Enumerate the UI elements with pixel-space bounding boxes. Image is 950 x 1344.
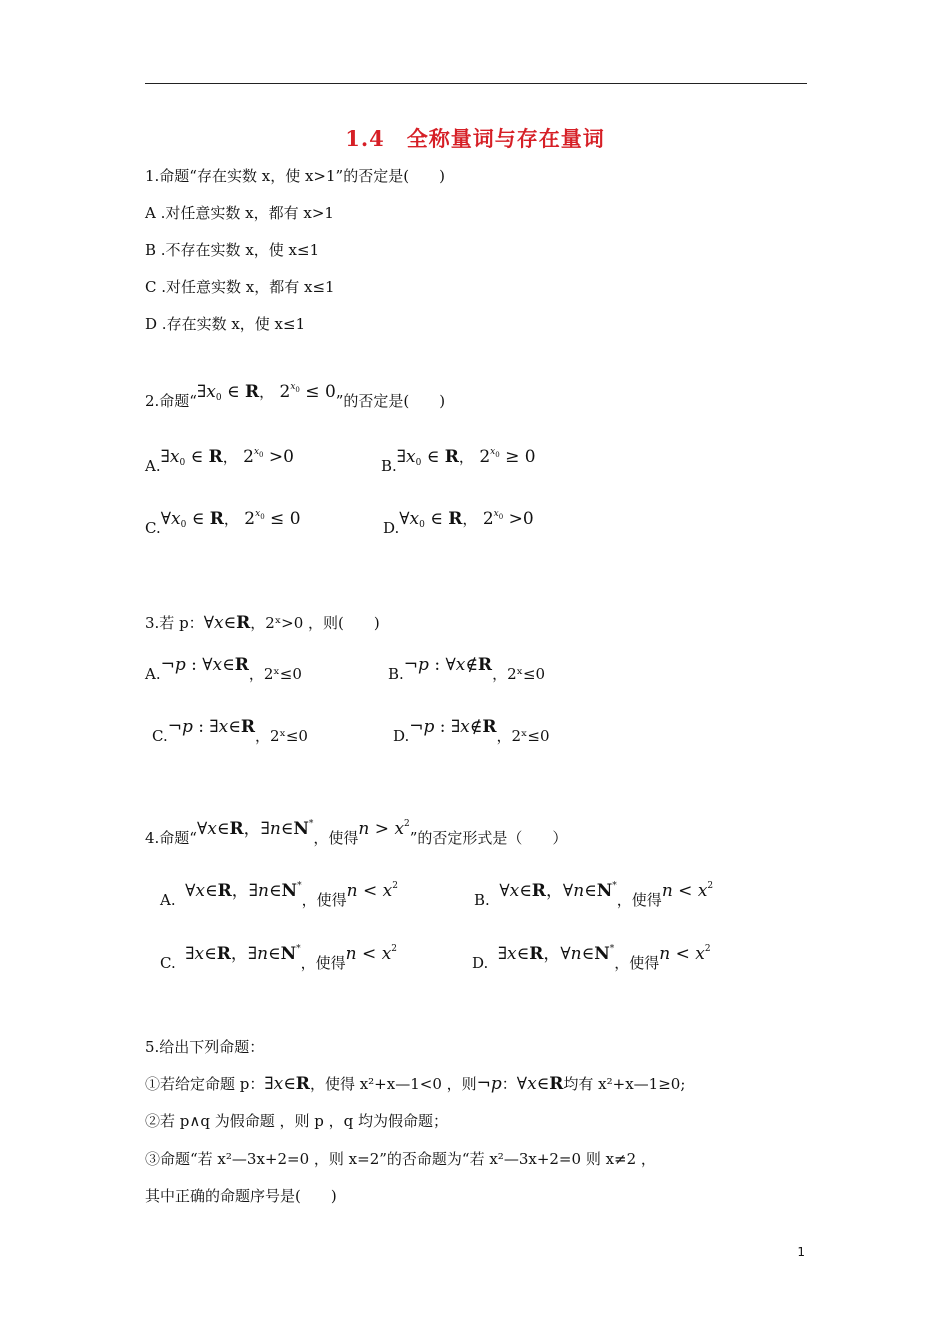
q1-stem: 1.命题“存在实数 x，使 x>1”的否定是( ) [145,167,445,185]
q3-option-b: B.¬p : ∀x∉R，2ˣ≤0 [388,655,546,683]
q2-option-b-formula: $\exists x_0$ ∈ R， $2^{x_0} \ge 0$ [396,447,536,468]
q5-statement-2: ②若 p∧q 为假命题 ，则 p ，q 均为假命题； [145,1112,448,1130]
q4-option-c-formula: ∃x∈R，∃n∈N* [185,944,301,964]
q4-option-a: A. ∀x∈R，∃n∈N*，使得$n < x^2$ [160,881,398,909]
q2-formula: $\exists x_0$ ∈ R， $2^{x_0} \le 0$ [196,382,336,403]
section-title: 1.4 全称量词与存在量词 [345,126,605,151]
q2-option-c-formula: $\forall x_0$ ∈ R， $2^{x_0} \le 0$ [160,509,301,530]
q2-option-c: $C.\forall x_0$ ∈ R， $2^{x_0} \le 0$ [145,509,301,537]
q5-question: 其中正确的命题序号是( ) [145,1187,337,1205]
q3-formula: ∀x∈R [203,613,251,633]
q4-stem: 4.命题“∀x∈R，∃n∈N*，使得$n > x^2$”的否定形式是（ ） [145,819,568,847]
q3-option-a-formula: ¬p : ∀x∈R [160,655,249,675]
q2-option-d: $D.\forall x_0$ ∈ R， $2^{x_0} >0$ [383,509,534,537]
q5-stem: 5.给出下列命题： [145,1038,265,1056]
q4-option-b: B. ∀x∈R，∀n∈N*，使得$n < x^2$ [474,881,714,909]
q5-statement-3: ③命题“若 x²—3x+2=0 ，则 x=2”的否命题为“若 x²—3x+2=0 则 x≠2 ， [145,1150,656,1168]
q2-stem [145,382,446,412]
q4-formula-1: ∀x∈R，∃n∈N* [196,819,314,839]
q1-option-a: A .对任意实数 x，都有 x>1 [145,204,334,222]
q4-option-b-formula: ∀x∈R，∀n∈N* [499,881,617,901]
q3-option-b-formula: ¬p : ∀x∉R [403,655,493,675]
header-rule [145,83,807,84]
q2-option-d-formula: $\forall x_0$ ∈ R， $2^{x_0} >0$ [399,509,534,530]
q3-option-a: A.¬p : ∀x∈R，2ˣ≤0 [145,655,302,683]
q2-option-a-formula: $\exists x_0$ ∈ R， $2^{x_0} >0$ [160,447,294,468]
q2-option-a: $A.\exists x_0$ ∈ R， $2^{x_0} >0$ [145,447,294,475]
q3-option-d-formula: ¬p : ∃x∉R [409,717,497,737]
q3-option-d: D.¬p : ∃x∉R，2ˣ≤0 [393,717,550,745]
q3-option-c: C.¬p : ∃x∈R，2ˣ≤0 [152,717,308,745]
q1-option-c: C .对任意实数 x，都有 x≤1 [145,278,335,296]
q4-option-d: D. ∃x∈R，∀n∈N*，使得$n < x^2$ [472,944,711,972]
q4-formula-2: $n > x^2$ [358,819,410,839]
page-number: 1 [797,1245,805,1259]
q1-option-b: B .不存在实数 x，使 x≤1 [145,241,320,259]
q3-stem: 3.若 p：∀x∈R，2ˣ>0 ，则( ) [145,613,380,633]
q2-option-b: $B.\exists x_0$ ∈ R， $2^{x_0} \ge 0$ [381,447,536,475]
q1-option-d: D .存在实数 x，使 x≤1 [145,315,306,333]
q5-statement-1: ①若给定命题 p：∃x∈R，使得 x²+x—1<0 ，则¬p：∀x∈R均有 x²+x—1≥0; [145,1074,686,1094]
q3-option-c-formula: ¬p : ∃x∈R [167,717,255,737]
q4-option-d-formula: ∃x∈R，∀n∈N* [497,944,615,964]
q2-suffix: ”的否定是( ) [335,392,446,410]
q2-prefix: 2.命题“ [145,392,197,410]
q4-option-c: C. ∃x∈R，∃n∈N*，使得$n < x^2$ [160,944,398,972]
q4-option-a-formula: ∀x∈R，∃n∈N* [185,881,302,901]
